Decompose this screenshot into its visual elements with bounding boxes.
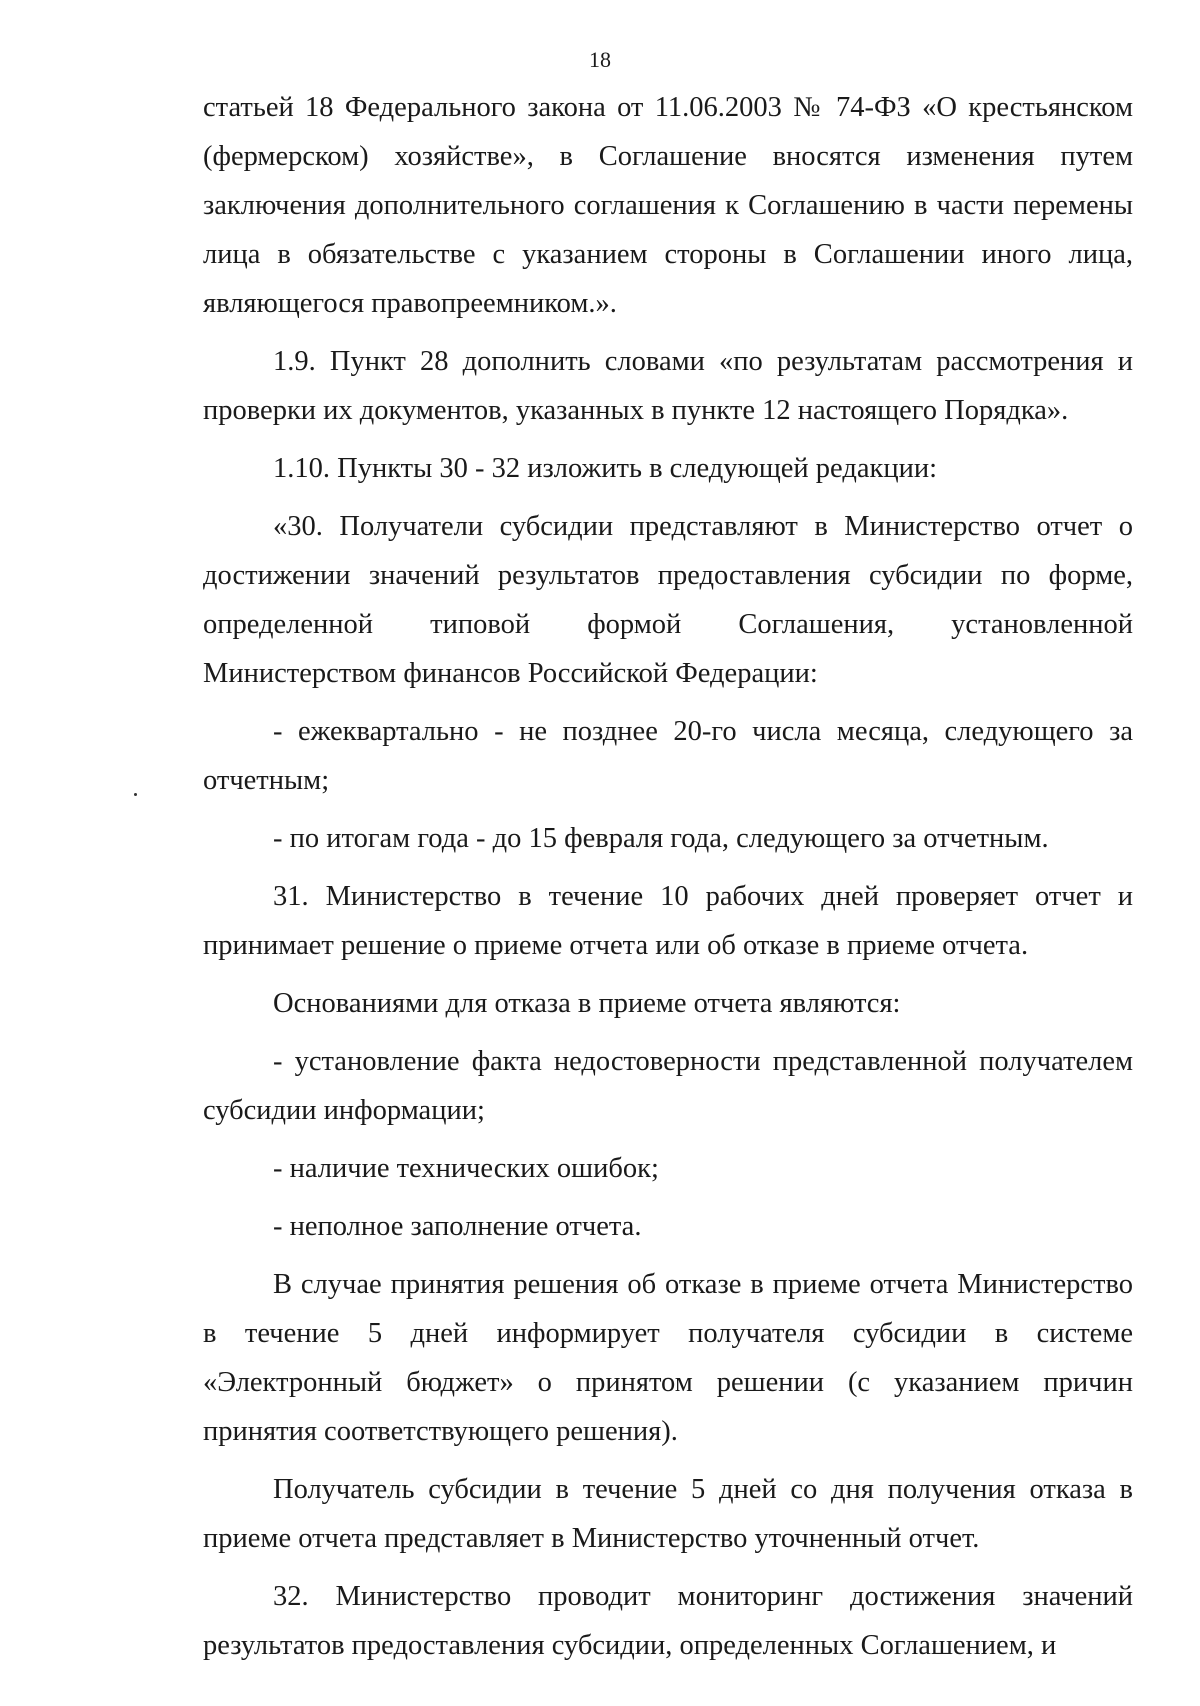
paragraph-item-1-9: 1.9. Пункт 28 дополнить словами «по результатам рассмотрения и проверки их документов, указанных в пункте 12 настоящего Порядка».: [203, 346, 1133, 426]
paragraph-ground-errors: - наличие технических ошибок;: [273, 1153, 659, 1184]
paragraph-point-30: «30. Получатели субсидии представляют в Министерство отчет о достижении значений результатов предоставления субсидии по форме, определенной типовой формой Соглашения, установленной Министерством финансов Российской Федерации:: [203, 511, 1133, 689]
paragraph-point-32: 32. Министерство проводит мониторинг достижения значений результатов предоставления субсидии, определенных Соглашением, и: [203, 1581, 1133, 1661]
paragraph-ground-incomplete: - неполное заполнение отчета.: [273, 1211, 642, 1242]
paragraph-refusal-grounds: Основаниями для отказа в приеме отчета являются:: [273, 988, 901, 1019]
paragraph-ground-unreliable: - установление факта недостоверности представленной получателем субсидии информации;: [203, 1046, 1133, 1126]
scan-speck: [134, 793, 137, 796]
paragraph-point-31: 31. Министерство в течение 10 рабочих дней проверяет отчет и принимает решение о приеме отчета или об отказе в приеме отчета.: [203, 881, 1133, 961]
page-number: 18: [589, 47, 611, 72]
paragraph-continuation: статьей 18 Федерального закона от 11.06.2003 № 74-ФЗ «О крестьянском (фермерском) хозяйстве», в Соглашение вносятся изменения путем заключения дополнительного соглашения к Соглашению в части перемены лица в обязательстве с указанием стороны в Соглашении иного лица, являющегося правопреемником.».: [203, 92, 1133, 319]
paragraph-quarterly: - ежеквартально - не позднее 20-го числа месяца, следующего за отчетным;: [203, 716, 1133, 796]
paragraph-item-1-10: 1.10. Пункты 30 - 32 изложить в следующей редакции:: [273, 453, 938, 484]
paragraph-refusal-notice: В случае принятия решения об отказе в приеме отчета Министерство в течение 5 дней информирует получателя субсидии в системе «Электронный бюджет» о принятом решении (с указанием причин принятия соответствующего решения).: [203, 1269, 1133, 1447]
paragraph-annual: - по итогам года - до 15 февраля года, следующего за отчетным.: [273, 823, 1049, 854]
document-body: [203, 83, 1133, 1670]
paragraph-corrected-report: Получатель субсидии в течение 5 дней со дня получения отказа в приеме отчета представляет в Министерство уточненный отчет.: [203, 1474, 1133, 1554]
